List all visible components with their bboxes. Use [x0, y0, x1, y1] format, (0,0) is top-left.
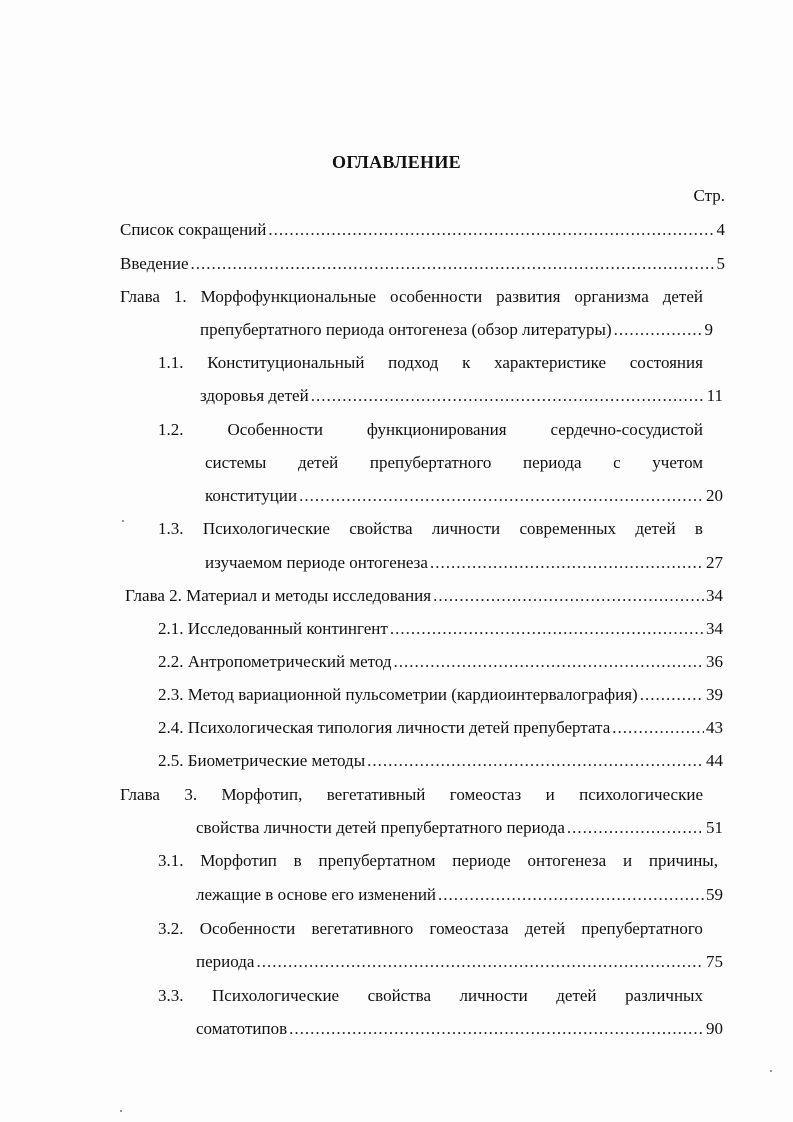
word: Психологические [212, 986, 340, 1005]
toc-section-1-2-line2[interactable] [205, 452, 703, 474]
leader-dots [430, 552, 704, 574]
word: причины, [648, 851, 718, 870]
toc-section-1-2-line3[interactable] [205, 485, 723, 507]
scan-speck [770, 1070, 772, 1072]
toc-section-1-2-line1[interactable] [158, 419, 703, 441]
word: 3. [184, 785, 198, 804]
leader-dots [311, 385, 705, 407]
toc-entry-text: конституции [205, 486, 298, 505]
toc-page-number: 9 [704, 320, 713, 339]
toc-chapter-3-line2[interactable] [196, 817, 723, 839]
toc-section-2-3[interactable] [158, 684, 723, 706]
page-title: ОГЛАВЛЕНИЕ [332, 152, 461, 172]
word: в [694, 519, 703, 538]
section-number: 3.1. [158, 851, 184, 870]
leader-dots [438, 884, 704, 906]
word: Морфотип [200, 851, 277, 870]
word: с [613, 453, 621, 472]
word: психологические [579, 785, 703, 804]
toc-entry-text: Введение [120, 254, 189, 273]
toc-entry-text: 2.1. Исследованный контингент [158, 619, 388, 638]
word: детей [556, 986, 597, 1005]
word: развития [496, 287, 561, 306]
section-number: 3.2. [158, 919, 184, 938]
toc-page-number: 75 [706, 952, 723, 971]
leader-dots [256, 951, 704, 973]
toc-page-number: 34 [706, 619, 723, 638]
word: и [545, 785, 555, 804]
toc-section-3-1-line2[interactable] [196, 884, 723, 906]
leader-dots [367, 750, 704, 772]
word: Глава [120, 785, 160, 804]
word: детей [635, 519, 676, 538]
scan-speck [120, 1110, 122, 1112]
leader-dots [567, 817, 704, 839]
word: 1. [173, 287, 187, 306]
word: Морфофункциональные [200, 287, 377, 306]
toc-section-3-1-line1[interactable] [158, 850, 718, 872]
toc-entry-text: периода [196, 952, 255, 971]
word: Конституциональный [207, 353, 365, 372]
section-number: 1.1. [158, 353, 184, 372]
leader-dots [612, 717, 704, 739]
toc-entry-text: изучаемом периоде онтогенеза [205, 553, 428, 572]
toc-page-number: 20 [706, 486, 723, 505]
leader-dots [640, 684, 704, 706]
word: детей [297, 453, 339, 472]
toc-section-3-3-line1[interactable] [158, 985, 703, 1007]
toc-page-number: 4 [716, 220, 725, 239]
toc-page-number: 39 [706, 685, 723, 704]
toc-page-number: 11 [706, 386, 723, 405]
word: периода [523, 453, 582, 472]
toc-section-2-2[interactable] [158, 651, 723, 673]
section-number: 3.3. [158, 986, 184, 1005]
scan-speck [122, 520, 124, 522]
toc-page-number: 51 [706, 818, 723, 837]
toc-entry-text: 2.3. Метод вариационной пульсометрии (кардиоинтервалография) [158, 685, 638, 704]
leader-dots [289, 1018, 704, 1040]
toc-entry-text: Глава 2. Материал и методы исследования [125, 586, 432, 605]
word: вегетативный [326, 785, 426, 804]
word: личности [459, 986, 528, 1005]
toc-section-2-5[interactable] [158, 750, 723, 772]
word: в [293, 851, 302, 870]
word: состояния [629, 353, 703, 372]
word: организма [574, 287, 649, 306]
word: Особенности [199, 919, 296, 938]
word: препубертатном [318, 851, 436, 870]
toc-entry-abbreviations[interactable] [120, 219, 725, 241]
toc-page-number: 27 [706, 553, 723, 572]
word: подход [388, 353, 439, 372]
word: свойства [367, 986, 431, 1005]
toc-entry-text: здоровья детей [200, 386, 309, 405]
toc-section-3-3-line2[interactable] [196, 1018, 723, 1040]
word: препубертатного [369, 453, 492, 472]
word: личности [431, 519, 501, 538]
leader-dots [390, 618, 704, 640]
toc-section-2-1[interactable] [158, 618, 723, 640]
word: Морфотип, [221, 785, 303, 804]
toc-page-number: 44 [706, 751, 723, 770]
toc-section-3-2-line2[interactable] [196, 951, 723, 973]
word: Психологические [202, 519, 330, 538]
toc-entry-text: лежащие в основе его изменений [196, 885, 437, 904]
toc-entry-text: соматотипов [196, 1019, 288, 1038]
leader-dots [268, 219, 714, 241]
toc-entry-text: 2.2. Антропометрический метод [158, 652, 392, 671]
word: характеристике [494, 353, 607, 372]
leader-dots [614, 319, 703, 341]
leader-dots [433, 585, 704, 607]
toc-chapter-1-line2[interactable] [200, 319, 713, 341]
toc-section-1-1-line2[interactable] [200, 385, 723, 407]
toc-section-2-4[interactable] [158, 717, 723, 739]
section-number: 1.3. [158, 519, 184, 538]
word: различных [625, 986, 703, 1005]
toc-page-number: 34 [706, 586, 723, 605]
word: сердечно-сосудистой [550, 420, 703, 439]
toc-entry-introduction[interactable] [120, 253, 725, 275]
word: гомеостаз [449, 785, 522, 804]
toc-entry-text: свойства личности детей препубертатного периода [196, 818, 565, 837]
word: детей [662, 287, 703, 306]
toc-page-number: 90 [706, 1019, 723, 1038]
toc-entry-text: 2.5. Биометрические методы [158, 751, 366, 770]
leader-dots [299, 485, 704, 507]
toc-page-number: 5 [716, 254, 725, 273]
page-column-label: Стр. [693, 186, 725, 205]
word: современных [519, 519, 616, 538]
word: периоде [452, 851, 511, 870]
word: Глава [120, 287, 160, 306]
toc-section-3-2-line1[interactable] [158, 918, 703, 940]
word: препубертатного [581, 919, 703, 938]
leader-dots [394, 651, 704, 673]
toc-chapter-2[interactable] [125, 585, 723, 607]
word: особенности [390, 287, 483, 306]
word: онтогенеза [527, 851, 607, 870]
leader-dots [191, 253, 715, 275]
word: гомеостаза [429, 919, 509, 938]
toc-entry-text: Список сокращений [120, 220, 267, 239]
toc-section-1-1-line1[interactable] [158, 352, 703, 374]
word: детей [524, 919, 566, 938]
word: вегетативного [311, 919, 414, 938]
toc-chapter-3-line1[interactable] [120, 784, 703, 806]
word: свойства [349, 519, 413, 538]
word: системы [205, 453, 267, 472]
word: учетом [652, 453, 703, 472]
toc-section-1-3-line2[interactable] [205, 552, 723, 574]
toc-entry-text: препубертатного периода онтогенеза (обзор литературы) [200, 320, 612, 339]
section-number: 1.2. [158, 420, 184, 439]
word: функционирования [366, 420, 507, 439]
word: Особенности [227, 420, 323, 439]
toc-page-number: 59 [706, 885, 723, 904]
toc-entry-text: 2.4. Психологическая типология личности детей препубертата [158, 718, 611, 737]
toc-section-1-3-line1[interactable] [158, 518, 703, 540]
toc-page-number: 43 [706, 718, 723, 737]
word: и [622, 851, 633, 870]
toc-chapter-1-line1[interactable] [120, 286, 703, 308]
toc-page-number: 36 [706, 652, 723, 671]
word: к [462, 353, 471, 372]
